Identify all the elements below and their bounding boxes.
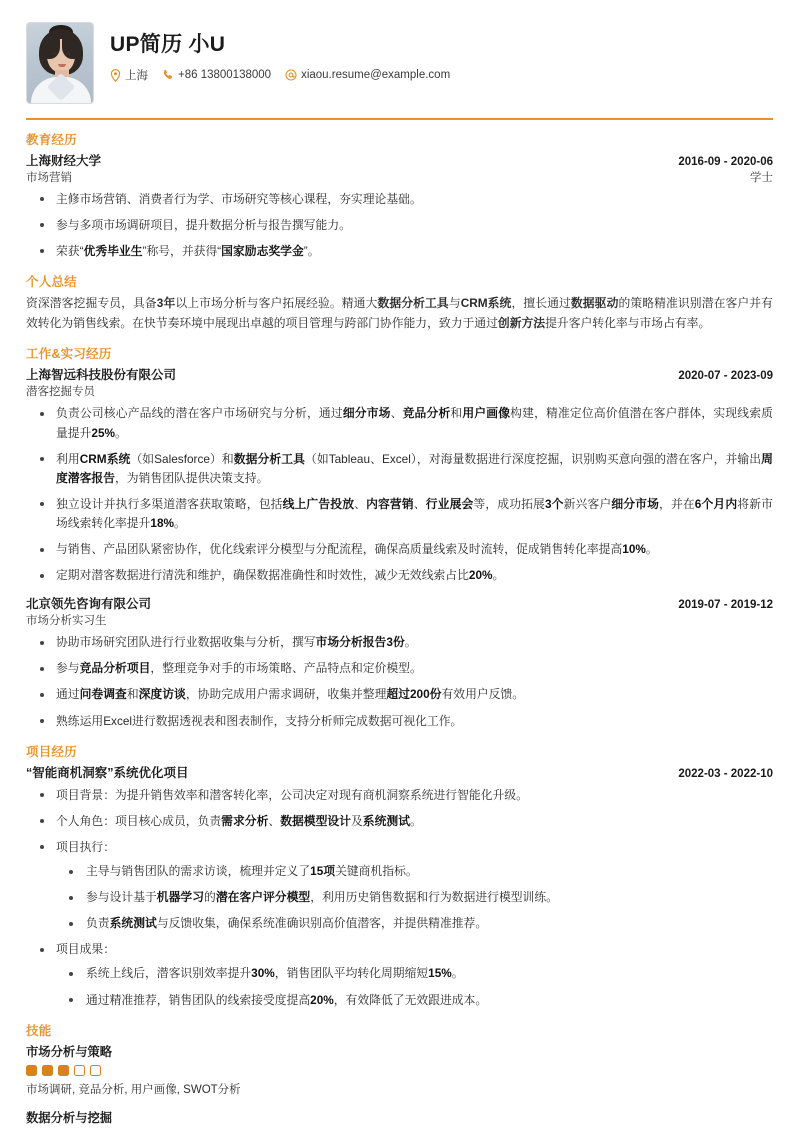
work-bullets [26,404,773,585]
work-role: 潜客挖掘专员 [26,386,95,399]
section-work [26,344,773,730]
list-item: 荣获“优秀毕业生”称号，并获得“国家励志奖学金”。 [26,242,773,261]
contact-location-text: 上海 [125,70,148,82]
skill-dot-empty [90,1065,101,1076]
phone-icon [162,69,174,81]
education-school: 上海财经大学 [26,153,102,168]
project-results-list [56,964,773,1009]
email-at-icon [285,69,297,81]
skill-dot-filled [58,1065,69,1076]
skill-item-2 [26,1108,773,1126]
education-date: 2016-09 - 2020-06 [678,155,773,168]
list-item: 负责公司核心产品线的潜在客户市场研究与分析，通过细分市场、竞品分析和用户画像构建，精准定位高价值潜在客户群体，实现线索质量提升25%。 [26,404,773,442]
list-item: 协助市场研究团队进行行业数据收集与分析，撰写市场分析报告3份。 [26,633,773,652]
list-item: 通过问卷调查和深度访谈，协助完成用户需求调研，收集并整理超过200份有效用户反馈。 [26,685,773,704]
avatar [26,22,94,104]
skill-dot-empty [74,1065,85,1076]
list-item: 熟练运用Excel进行数据透视表和图表制作，支持分析师完成数据可视化工作。 [26,712,773,731]
education-degree: 学士 [750,171,773,184]
summary-text: 资深潜客挖掘专员，具备3年以上市场分析与客户拓展经验。精通大数据分析工具与CRM系统，擅长通过数据驱动的策略精准识别潜在客户并有效转化为销售线索。在快节奏环境中展现出卓越的项目管理与跨部门协作能力，致力于通过创新方法提升客户转化率与市场占有率。 [26,295,773,331]
section-title-skills: 技能 [26,1023,52,1038]
contact-phone [162,69,271,81]
project-date: 2022-03 - 2022-10 [678,767,773,780]
section-project [26,742,773,1010]
project-name: “智能商机洞察”系统优化项目 [26,765,189,780]
project-bullets [26,786,773,1010]
page-title: UP简历 小U [110,33,226,56]
education-bullets [26,190,773,261]
education-entry [26,151,773,261]
list-item: 个人角色：项目核心成员，负责需求分析、数据模型设计及系统测试。 [26,812,773,831]
section-education [26,130,773,261]
work-company: 北京领先咨询有限公司 [26,597,152,612]
list-item: 参与多项市场调研项目，提升数据分析与报告撰写能力。 [26,216,773,235]
list-item: 主修市场营销、消费者行为学、市场研究等核心课程，夯实理论基础。 [26,190,773,209]
skill-name: 数据分析与挖掘 [26,1110,113,1125]
section-title-education: 教育经历 [26,132,77,147]
skill-name: 市场分析与策略 [26,1044,113,1059]
list-item: 项目执行： 主导与销售团队的需求访谈，梳理并定义了15项关键商机指标。 参与设计基于机器学习的潜在客户评分模型，利用历史销售数据和行为数据进行模型训练。 负责系统测试与反馈收集，确保系统准确识别高价值潜客，并提供精准推荐。 [26,838,773,933]
header-divider [26,118,773,120]
section-summary [26,272,773,334]
contact-email-text: xiaou.resume@example.com [301,69,451,81]
skill-dot-filled [26,1065,37,1076]
work-company: 上海智远科技股份有限公司 [26,368,177,383]
list-item: 项目成果： 系统上线后，潜客识别效率提升30%，销售团队平均转化周期缩短15%。 通过精准推荐，销售团队的线索接受度提高20%，有效降低了无效跟进成本。 [26,940,773,1009]
contact-list [110,67,458,83]
project-execution-list [56,862,773,933]
list-item: 定期对潜客数据进行清洗和维护，确保数据准确性和时效性，减少无效线索占比20%。 [26,566,773,585]
contact-phone-text: +86 13800138000 [178,69,272,81]
list-item: 参与竞品分析项目，整理竞争对手的市场策略、产品特点和定价模型。 [26,659,773,678]
identity-block [110,22,458,83]
list-item: 参与设计基于机器学习的潜在客户评分模型，利用历史销售数据和行为数据进行模型训练。 [56,888,773,907]
list-item: 独立设计并执行多渠道潜客获取策略，包括线上广告投放、内容营销、行业展会等，成功拓展3个新兴客户细分市场，并在6个月内将新市场线索转化率提升18%。 [26,495,773,533]
work-bullets [26,633,773,730]
list-item: 通过精准推荐，销售团队的线索接受度提高20%，有效降低了无效跟进成本。 [56,991,773,1010]
list-item: 与销售、产品团队紧密协作，优化线索评分模型与分配流程，确保高质量线索及时流转，促成销售转化率提高10%。 [26,540,773,559]
work-date: 2019-07 - 2019-12 [678,599,773,612]
list-item: 主导与销售团队的需求访谈，梳理并定义了15项关键商机指标。 [56,862,773,881]
list-item: 负责系统测试与反馈收集，确保系统准确识别高价值潜客，并提供精准推荐。 [56,914,773,933]
location-pin-icon [110,69,121,82]
section-title-project: 项目经历 [26,744,77,759]
section-title-summary: 个人总结 [26,274,77,289]
contact-location [110,67,148,83]
work-entry-1 [26,365,773,585]
list-item: 系统上线后，潜客识别效率提升30%，销售团队平均转化周期缩短15%。 [56,964,773,983]
skill-detail: 市场调研, 竞品分析, 用户画像, SWOT分析 [26,1083,241,1096]
list-item: 利用CRM系统（如Salesforce）和数据分析工具（如Tableau、Excel），对海量数据进行深度挖掘，识别购买意向强的潜在客户，并输出周度潜客报告，为销售团队提供决策支持。 [26,450,773,488]
section-title-work: 工作&实习经历 [26,347,112,362]
skill-dot-filled [42,1065,53,1076]
education-major: 市场营销 [26,171,72,184]
work-role: 市场分析实习生 [26,615,107,628]
skill-level-dots [26,1065,773,1076]
work-date: 2020-07 - 2023-09 [678,370,773,383]
skill-item-1 [26,1042,773,1099]
section-skills [26,1021,773,1126]
resume-header [26,22,773,116]
list-item: 项目背景：为提升销售效率和潜客转化率，公司决定对现有商机洞察系统进行智能化升级。 [26,786,773,805]
contact-email [285,69,450,81]
work-entry-2 [26,594,773,730]
